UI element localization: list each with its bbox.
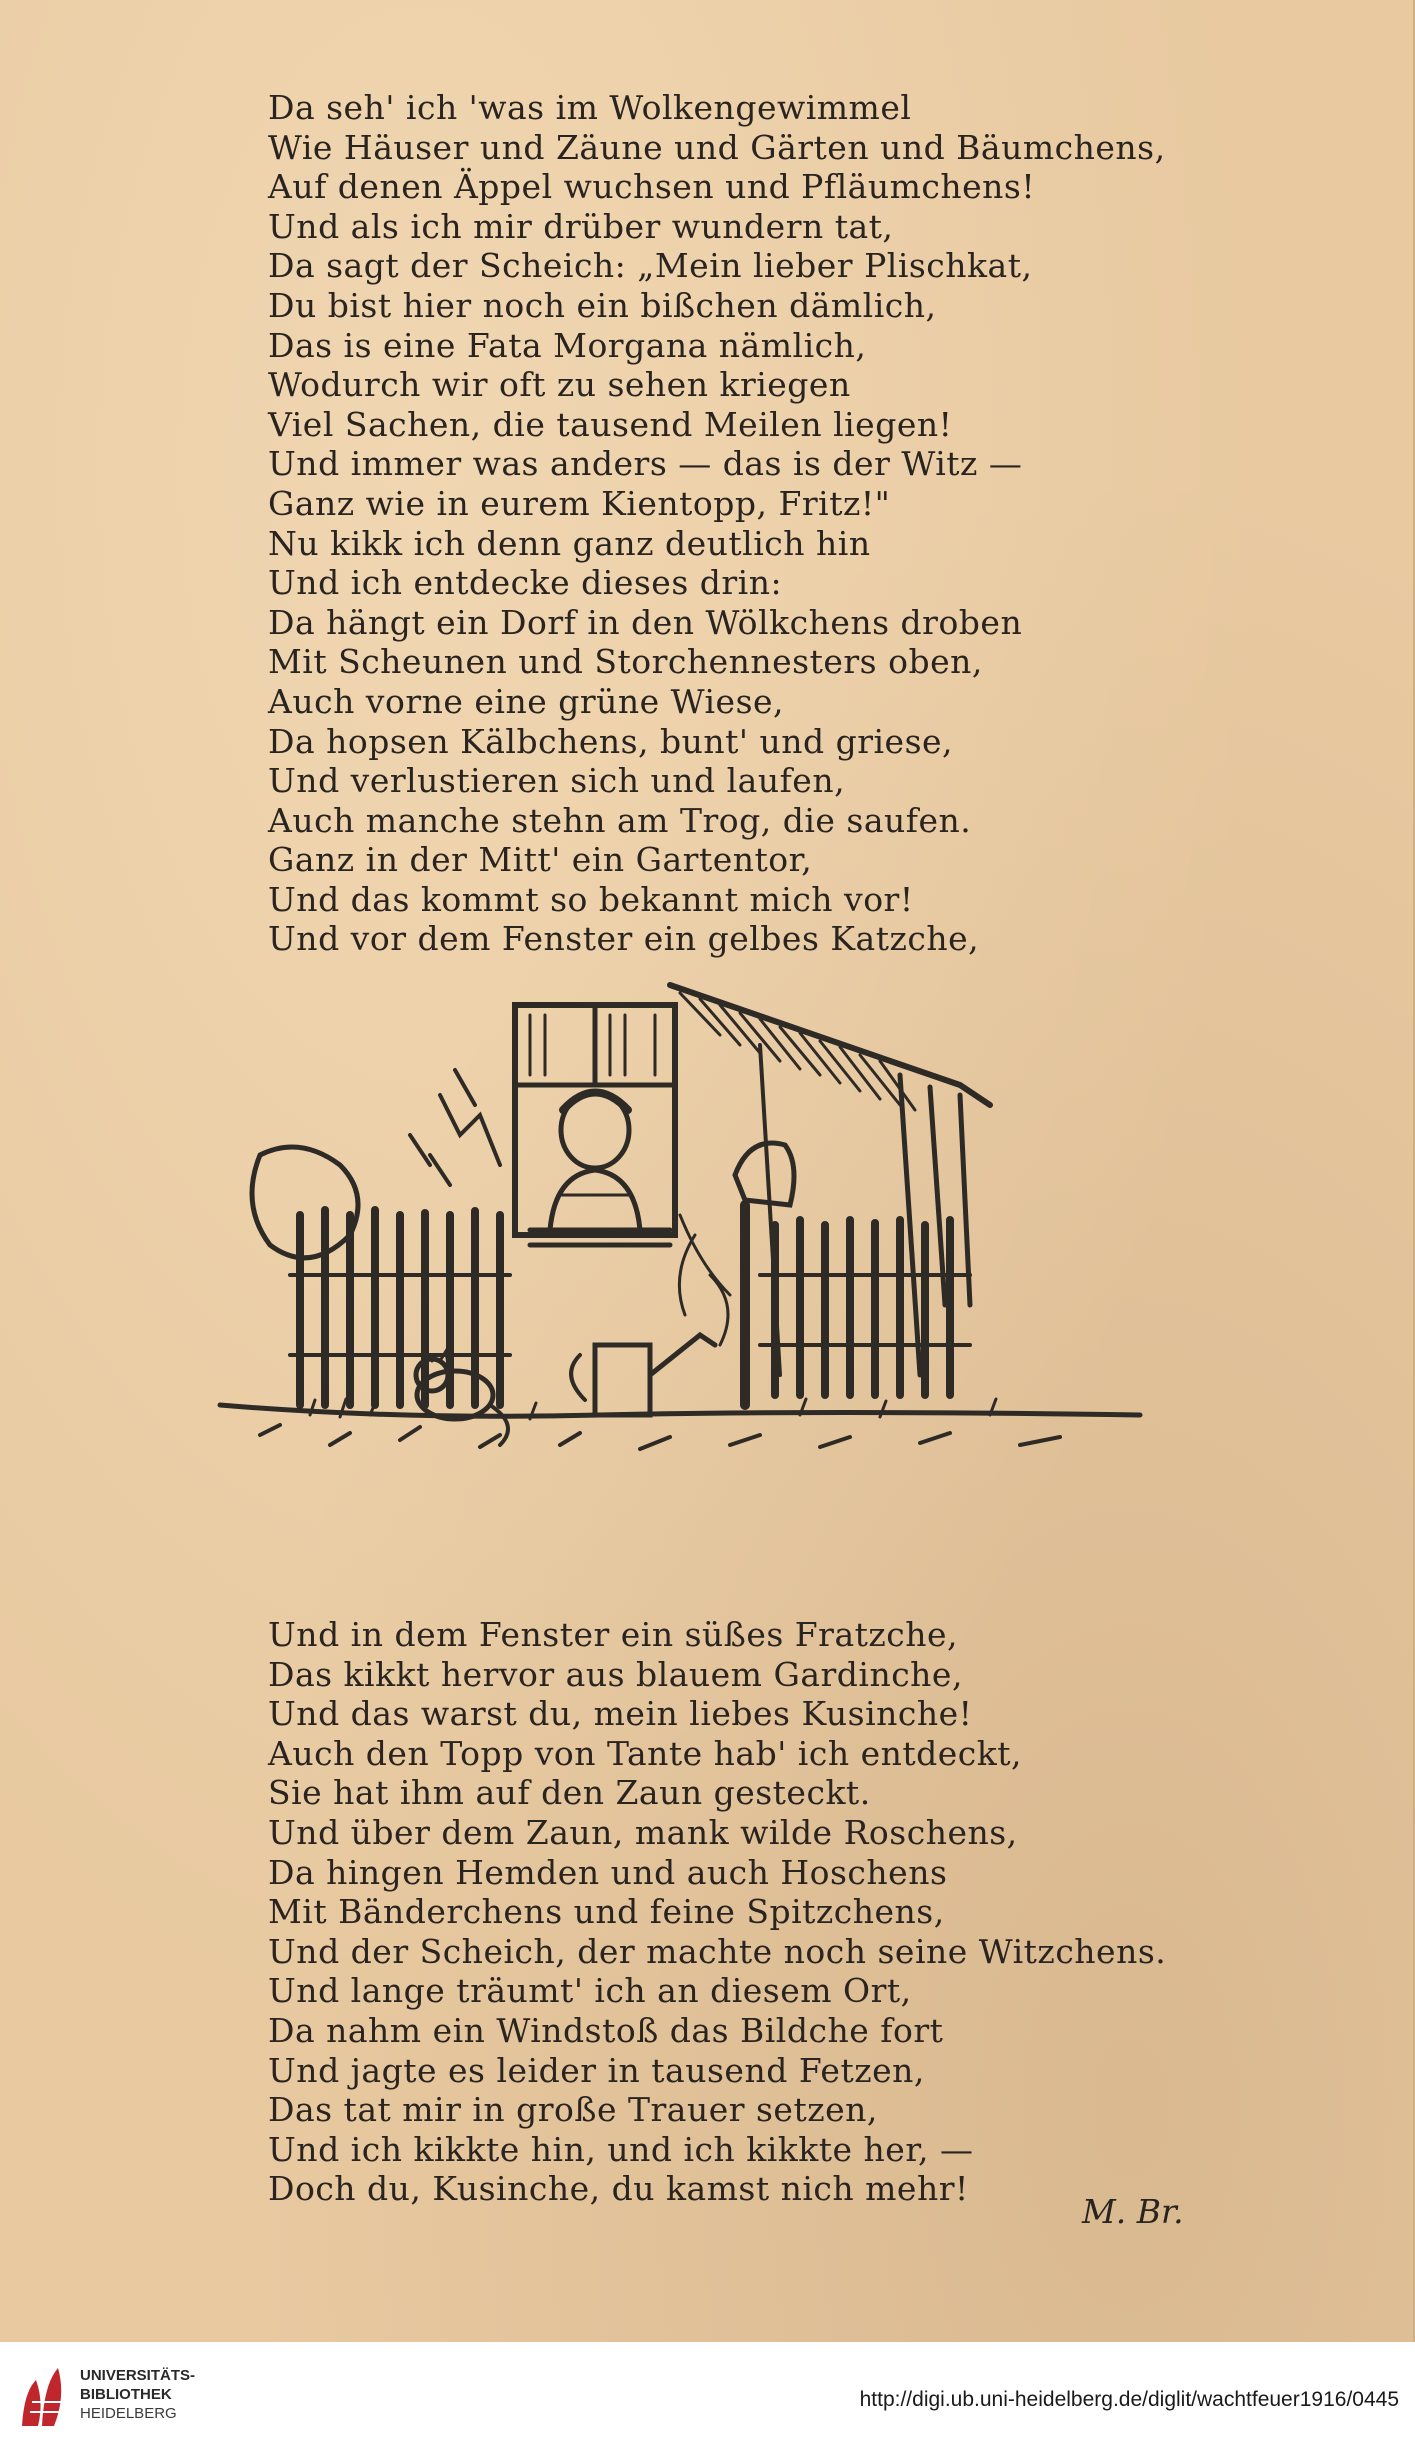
poem-line: Und über dem Zaun, mank wilde Roschens,: [268, 1812, 1018, 1852]
poem-line: Ganz in der Mitt' ein Gartentor,: [268, 840, 813, 880]
poem-line: Mit Scheunen und Storchennesters oben,: [268, 642, 983, 682]
poem-line: Du bist hier noch ein bißchen dämlich,: [268, 285, 937, 325]
library-line-2: BIBLIOTHEK: [80, 2386, 172, 2403]
poem-line: Und ich entdecke dieses drin:: [268, 563, 783, 603]
poem-line: Und das kommt so bekannt mich vor!: [268, 879, 914, 919]
poem-line: Das is eine Fata Morgana nämlich,: [268, 325, 867, 365]
poem-line: Viel Sachen, die tausend Meilen liegen!: [268, 404, 953, 444]
poem-stanza-1: [268, 88, 1166, 959]
poem-line: Und vor dem Fenster ein gelbes Katzche,: [268, 919, 980, 959]
library-name: [80, 2366, 195, 2423]
author-signature: M. Br.: [1082, 2192, 1184, 2231]
poem-line: Da hingen Hemden und auch Hoschens: [268, 1852, 948, 1892]
poem-line: Wodurch wir oft zu sehen kriegen: [268, 365, 851, 405]
poem-line: Das tat mir in große Trauer setzen,: [268, 2090, 878, 2130]
poem-line: Und in dem Fenster ein süßes Fratzche,: [268, 1615, 959, 1654]
poem-line: Sie hat ihm auf den Zaun gesteckt.: [268, 1773, 871, 1813]
poem-line: Da sagt der Scheich: „Mein lieber Plischkat,: [268, 246, 1033, 286]
poem-line: Nu kikk ich denn ganz deutlich hin: [268, 523, 871, 563]
poem-line: Da nahm ein Windstoß das Bildche fort: [268, 2010, 944, 2050]
poem-line: Auch vorne eine grüne Wiese,: [268, 681, 785, 721]
woodcut-village-scene-illustration: [200, 975, 1160, 1575]
poem-line: Auf denen Äppel wuchsen und Pfläumchens!: [268, 167, 1036, 207]
poem-line: Und ich kikkte hin, und ich kikkte her, —: [268, 2129, 974, 2169]
poem-line: Das kikkt hervor aus blauem Gardinche,: [268, 1654, 963, 1694]
poem-line: Doch du, Kusinche, du kamst nich mehr!: [268, 2169, 969, 2209]
poem-line: Und als ich mir drüber wundern tat,: [268, 206, 894, 246]
poem-stanza-2: [268, 1615, 1166, 2209]
poem-line: Und lange träumt' ich an diesem Ort,: [268, 1971, 912, 2011]
poem-line: Mit Bänderchens und feine Spitzchens,: [268, 1892, 945, 1932]
poem-line: Und das warst du, mein liebes Kusinche!: [268, 1694, 973, 1734]
source-url-link[interactable]: http://digi.ub.uni-heidelberg.de/diglit/wachtfeuer1916/0445: [859, 2388, 1399, 2411]
poem-line: Wie Häuser und Zäune und Gärten und Bäumchens,: [268, 127, 1166, 167]
poem-line: Auch den Topp von Tante hab' ich entdeckt,: [268, 1733, 1022, 1773]
poem-line: Ganz wie in eurem Kientopp, Fritz!": [268, 483, 891, 523]
poem-line: Auch manche stehn am Trog, die saufen.: [268, 800, 972, 840]
heidelberg-library-logo-icon: [14, 2362, 74, 2430]
poem-line: Und der Scheich, der machte noch seine Witzchens.: [268, 1931, 1167, 1971]
poem-line: Da hopsen Kälbchens, bunt' und griese,: [268, 721, 954, 761]
poem-line: Und immer was anders — das is der Witz —: [268, 444, 1023, 484]
poem-line: Und jagte es leider in tausend Fetzen,: [268, 2050, 925, 2090]
library-line-1: UNIVERSITÄTS-: [80, 2367, 196, 2384]
poem-line: Da hängt ein Dorf in den Wölkchens droben: [268, 602, 1023, 642]
poem-line: Und verlustieren sich und laufen,: [268, 761, 846, 801]
library-line-3: HEIDELBERG: [80, 2405, 177, 2422]
poem-line: Da seh' ich 'was im Wolkengewimmel: [268, 88, 912, 127]
